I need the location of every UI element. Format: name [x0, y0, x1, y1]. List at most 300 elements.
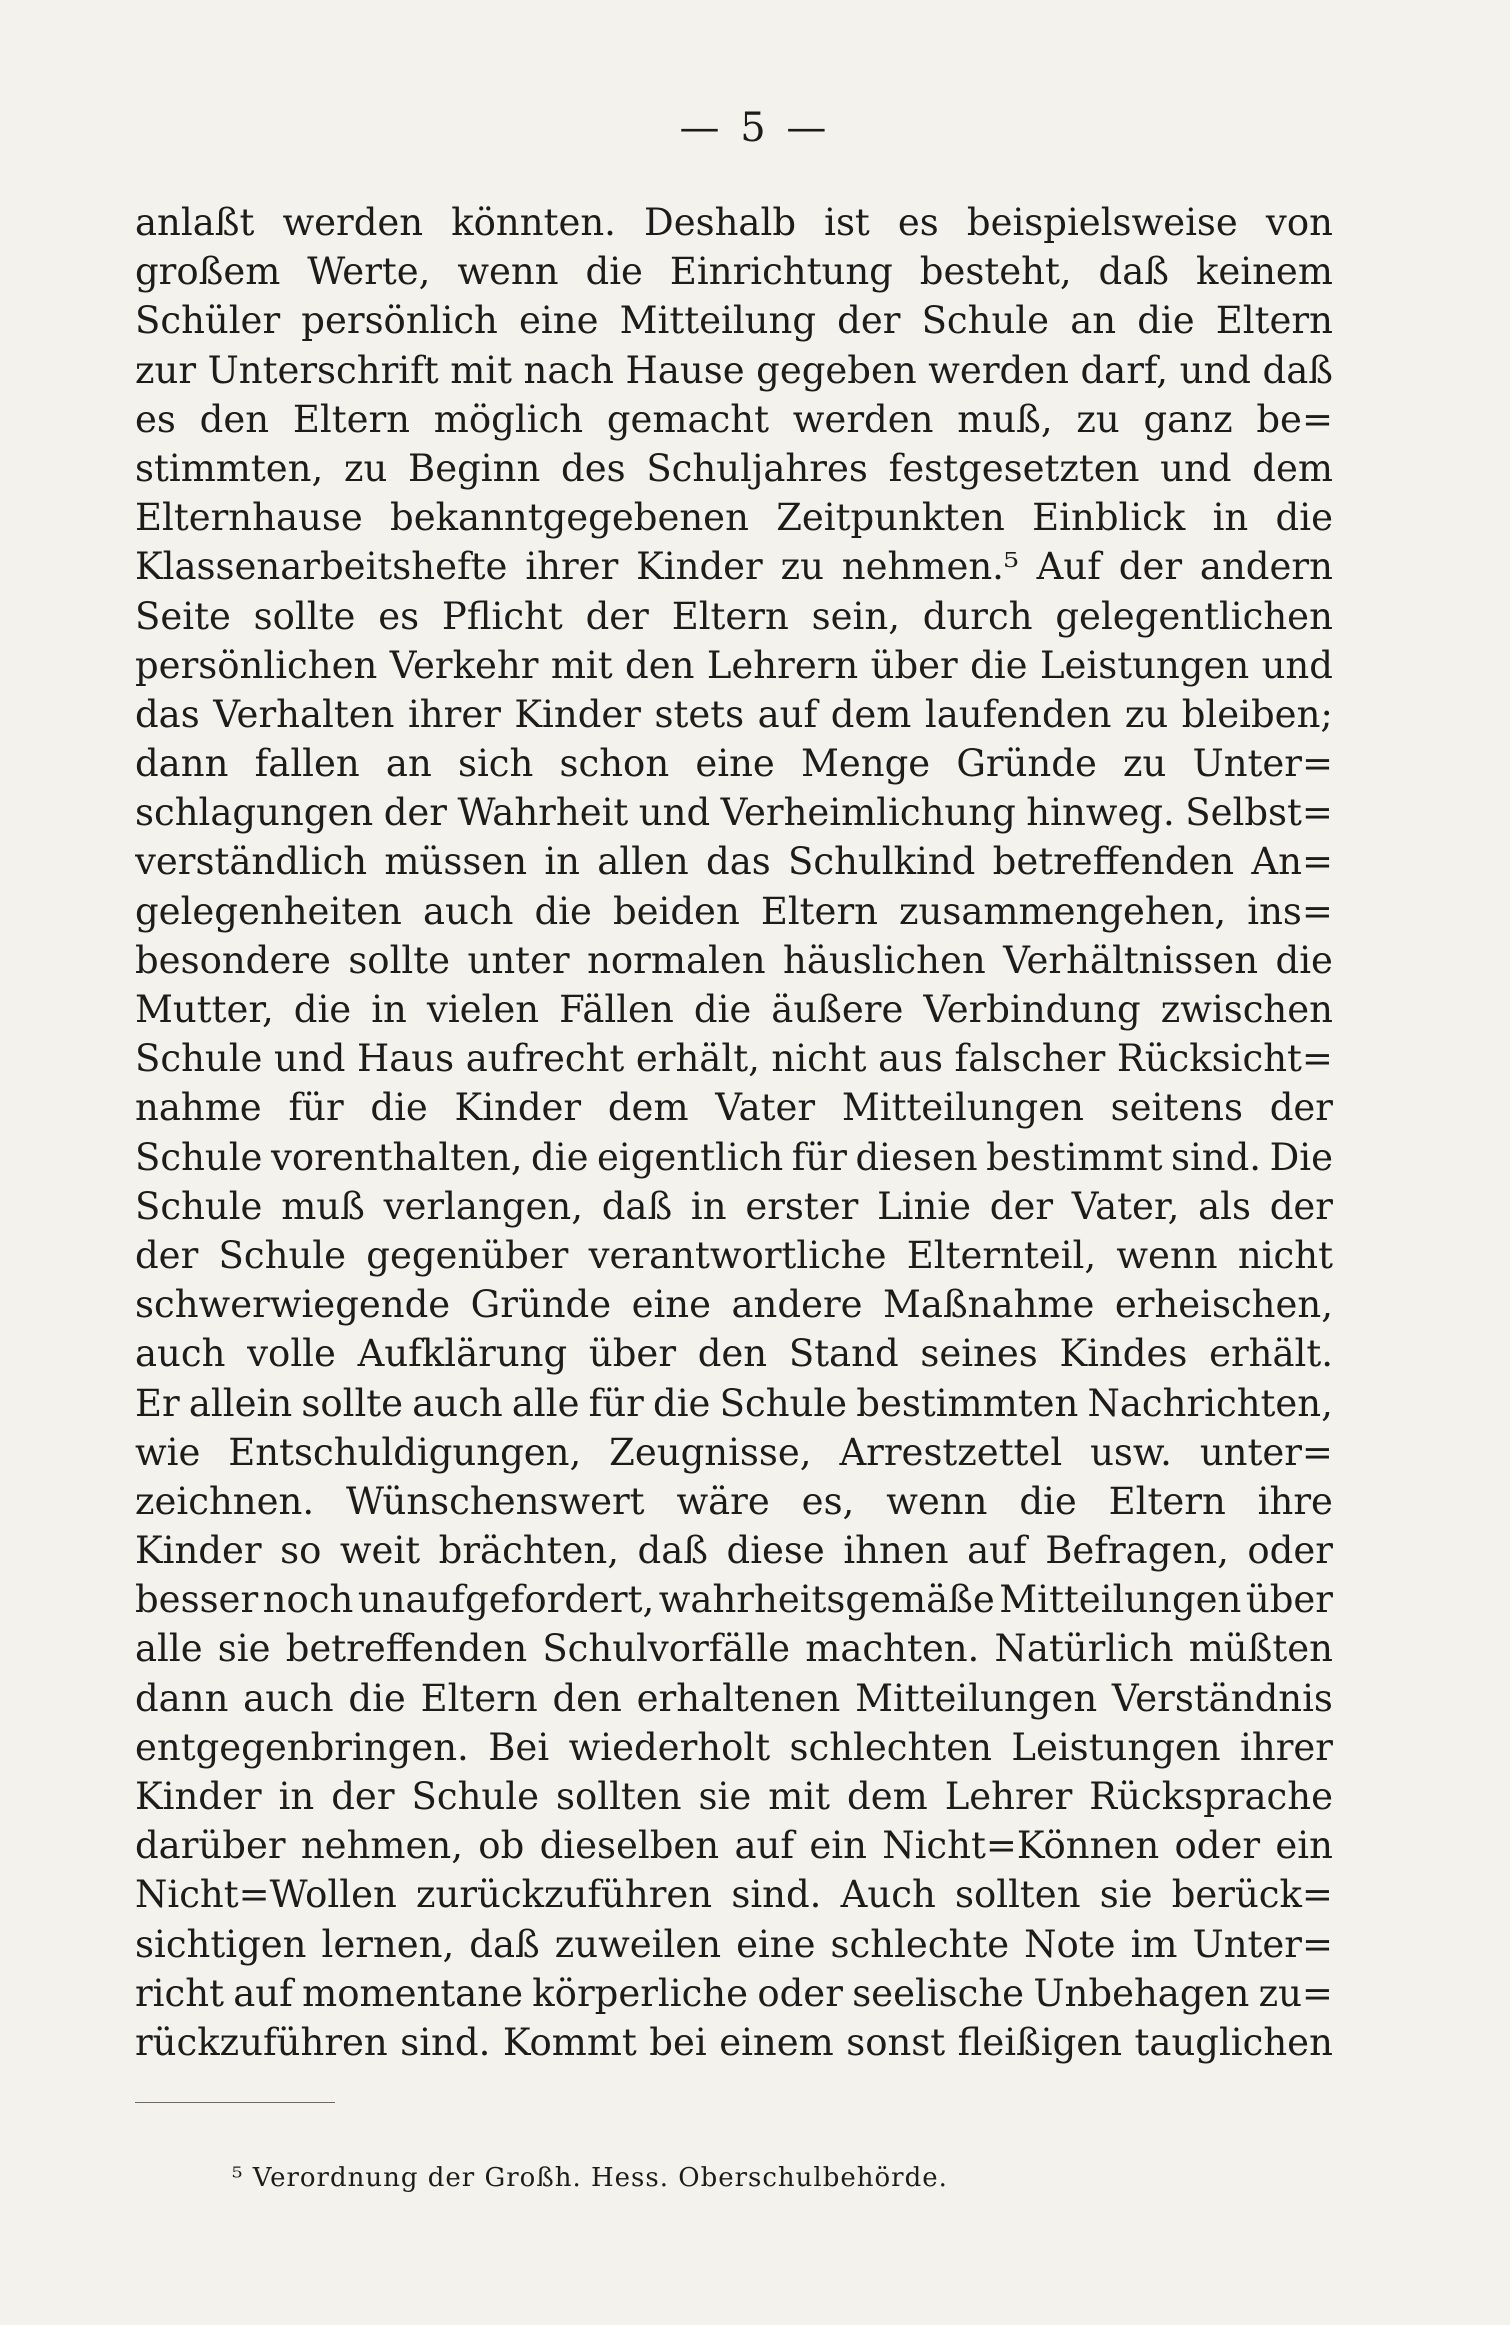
word: daß [469, 1922, 540, 1966]
word: auf [233, 1971, 293, 2015]
word: und [1261, 643, 1333, 687]
word: schlechten [789, 1725, 992, 1769]
word: anlaßt [135, 201, 255, 244]
word: und [274, 1037, 346, 1081]
word: so [280, 1529, 322, 1573]
word: die [348, 1676, 406, 1720]
word: rückzuführen [135, 2020, 388, 2064]
word: über [1245, 1578, 1333, 1622]
word: richt [135, 1971, 224, 2015]
word: volle [247, 1332, 336, 1376]
text-line [135, 1329, 1333, 1378]
word: bei [649, 2020, 707, 2064]
word: werden [792, 397, 934, 441]
word: zurückzuführen [416, 1873, 713, 1917]
word: sollten [955, 1873, 1081, 1917]
word: körperliche [532, 1971, 749, 2015]
word: äußere [771, 988, 904, 1031]
word: Kommt [502, 2020, 637, 2064]
word: Werte, [307, 250, 431, 294]
word: Verheimlichung [720, 791, 1016, 835]
word: Linie [877, 1184, 972, 1228]
text-line [135, 1575, 1333, 1624]
word: seitens [1110, 1086, 1243, 1130]
word: im [1130, 1922, 1178, 1966]
word: Elternteil, [906, 1233, 1097, 1277]
word: Beginn [408, 446, 541, 490]
word: die [1137, 299, 1195, 343]
word: Eltern [1215, 299, 1333, 343]
word: es [897, 201, 939, 244]
word: gemacht [606, 397, 769, 441]
word: zu [1123, 742, 1167, 786]
word: sind. [400, 2020, 491, 2064]
word: Wahrheit [457, 791, 629, 835]
word: auch [412, 1381, 503, 1425]
word: der [331, 1775, 395, 1818]
word: aus [878, 1037, 943, 1081]
word: zu= [1258, 1971, 1333, 2015]
word: über [870, 643, 958, 687]
word: sonst [846, 2020, 946, 2064]
text-line [135, 592, 1333, 641]
word: Schule [921, 299, 1050, 343]
word: darüber [135, 1824, 286, 1868]
word: Befragen, [1045, 1529, 1229, 1573]
word: schon [559, 742, 670, 786]
footnote-divider [135, 2102, 335, 2103]
word: dem [830, 692, 912, 736]
word: auch [135, 1332, 226, 1376]
word: zwischen [1160, 988, 1333, 1031]
word: Kinder [514, 692, 641, 736]
word: auf [757, 692, 818, 736]
word: Mitteilungen [841, 1086, 1084, 1130]
word: Nachrichten, [1087, 1381, 1333, 1425]
word: sollte [348, 938, 451, 982]
text-line [135, 1526, 1333, 1575]
word: sichtigen [135, 1922, 307, 1966]
word: Auch [840, 1873, 936, 1917]
text-line [135, 1477, 1333, 1526]
word: An= [1251, 840, 1333, 884]
word: zusammengehen, [899, 889, 1227, 933]
text-line [135, 1083, 1333, 1132]
word: einem [719, 2020, 834, 2064]
word: festgesetzten [888, 446, 1140, 490]
text-line [135, 198, 1333, 247]
word: machten. [805, 1627, 980, 1671]
word: der [1269, 1086, 1333, 1130]
word: der [135, 1233, 199, 1277]
word: Eltern [420, 1676, 538, 1720]
word: dann [135, 1676, 229, 1720]
word: die [585, 250, 643, 294]
word: auch [243, 1676, 334, 1720]
word: das [135, 692, 200, 736]
word: nicht [771, 1037, 867, 1081]
word: den [625, 643, 695, 687]
word: zu [1076, 397, 1120, 441]
word: sie [698, 1775, 752, 1818]
word: Deshalb [644, 201, 797, 244]
word: dem [607, 1086, 689, 1130]
word: keinem [1195, 250, 1333, 294]
word: auf [967, 1529, 1027, 1573]
word: sollte [301, 1381, 404, 1425]
word: in [371, 988, 407, 1031]
word: Wünschenswert [345, 1479, 645, 1523]
word: zu [780, 545, 824, 589]
word: der [1269, 1184, 1333, 1228]
word: Kinder [636, 545, 763, 589]
word: allen [597, 840, 689, 884]
word: Einrichtung [669, 250, 893, 294]
word: betreffenden [992, 840, 1235, 884]
word: möglich [433, 397, 584, 441]
word: verlangen, [383, 1184, 583, 1228]
word: Verständnis [1111, 1676, 1333, 1720]
word: Einblick [1032, 496, 1186, 540]
word: schlechte [830, 1922, 1010, 1966]
word: die [534, 889, 592, 933]
word: sind. [1170, 1135, 1262, 1179]
word: der [989, 1184, 1054, 1228]
word: tauglichen [1134, 2020, 1333, 2064]
word: persönlich [301, 299, 498, 343]
word: Eltern [1108, 1479, 1226, 1523]
word: andern [1199, 545, 1333, 589]
word: als [1198, 1184, 1251, 1228]
word: häuslichen [783, 938, 986, 982]
word: Elternhause [135, 496, 363, 540]
word: Kinder [454, 1086, 582, 1130]
word: Vater [715, 1086, 816, 1130]
word: Mitteilungen [999, 1578, 1242, 1622]
word: nicht [1237, 1233, 1333, 1277]
word: der [585, 594, 649, 638]
text-line [135, 1674, 1333, 1723]
word: Klassenarbeitshefte [135, 545, 508, 589]
word: bleiben; [1181, 692, 1333, 736]
word: Verkehr [389, 643, 539, 687]
word: alle [135, 1627, 203, 1671]
word: Kindes [1059, 1332, 1188, 1376]
word: könnten. [451, 201, 616, 244]
word: für [288, 1086, 344, 1130]
text-line [135, 739, 1333, 788]
word: ihrer [525, 545, 619, 589]
word: Nicht=Wollen [135, 1873, 397, 1917]
text-line [135, 936, 1333, 985]
word: betreffenden [285, 1627, 528, 1671]
word: verantwortliche [588, 1233, 887, 1277]
text-line [135, 1821, 1333, 1870]
text-line [135, 1280, 1333, 1329]
word: Stand [788, 1332, 899, 1376]
word: besondere [135, 938, 331, 982]
word: muß, [957, 397, 1053, 441]
text-line [135, 690, 1333, 739]
text-line [135, 346, 1333, 395]
word: seelische [852, 1971, 1025, 2015]
word: den [552, 1676, 622, 1720]
word: in [278, 1775, 315, 1818]
word: verständlich [135, 840, 368, 884]
word: Lehrern [706, 643, 859, 687]
word: die [970, 643, 1028, 687]
word: wie [135, 1430, 201, 1474]
word: auch [422, 889, 514, 933]
word: der [383, 791, 447, 835]
word: diese [726, 1529, 825, 1573]
word: aufrecht [465, 1037, 625, 1081]
word: Schulvorfälle [542, 1627, 791, 1671]
word: Arrestzettel [839, 1430, 1063, 1474]
word: eine [519, 299, 599, 343]
word: nehmen, [300, 1824, 463, 1868]
word: wahrheitsgemäße [658, 1578, 995, 1622]
text-line [135, 1870, 1333, 1919]
word: sein, [811, 594, 900, 638]
word: unaufgefordert, [357, 1578, 655, 1622]
word: daß [601, 1184, 673, 1228]
word: die [1275, 938, 1333, 982]
text-line [135, 837, 1333, 886]
word: unter= [1199, 1430, 1333, 1474]
word: Mitteilungen [855, 1676, 1098, 1720]
word: Selbst= [1185, 791, 1333, 835]
text-line [135, 493, 1333, 542]
word: erhält. [1209, 1332, 1333, 1376]
word: werden [928, 348, 1069, 392]
word: Schuljahres [646, 446, 868, 490]
word: sollte [253, 594, 356, 638]
text-line [135, 1231, 1333, 1280]
word: muß [281, 1184, 365, 1228]
word: seines [920, 1332, 1038, 1376]
word: Unterschrift [207, 348, 439, 392]
word: momentane [302, 1971, 523, 2015]
word: unter [467, 938, 570, 982]
word: hinweg. [1026, 791, 1175, 835]
word: gegenüber [366, 1233, 569, 1277]
word: ganz [1143, 397, 1233, 441]
word: durch [922, 594, 1033, 638]
word: Rücksicht= [1116, 1037, 1333, 1081]
word: oder [1174, 1824, 1261, 1868]
word: Kinder [135, 1775, 262, 1818]
word: Nicht=Können [882, 1824, 1160, 1868]
word: darf, [1080, 348, 1169, 392]
word: der [837, 299, 901, 343]
word: Schule [411, 1775, 539, 1818]
word: stets [654, 692, 745, 736]
word: stimmten, [135, 446, 324, 490]
word: Er [135, 1381, 180, 1425]
word: vielen [426, 988, 540, 1031]
word: gelegenheiten [135, 889, 402, 933]
word: Verhalten [213, 692, 395, 736]
word: erster [745, 1184, 859, 1228]
word: nahme [135, 1086, 262, 1130]
word: sich [457, 742, 534, 786]
word: falscher [954, 1037, 1106, 1081]
word: ein [1275, 1824, 1333, 1868]
word: Leistungen [1039, 643, 1250, 687]
word: laufenden [924, 692, 1112, 736]
word: den [199, 397, 270, 441]
word: des [561, 446, 626, 490]
word: erhält, [635, 1037, 760, 1081]
word: Vater, [1071, 1184, 1180, 1228]
word: schlagungen [135, 791, 374, 835]
text-line [135, 247, 1333, 296]
word: über [588, 1332, 677, 1376]
word: fleißigen [957, 2020, 1123, 2064]
word: bestimmten [856, 1381, 1079, 1425]
word: ihre [1257, 1479, 1333, 1523]
word: Bei [488, 1725, 550, 1769]
word: dieselben [539, 1824, 720, 1868]
footnote: ⁵ Verordnung der Großh. Hess. Oberschulbehörde. [232, 2163, 948, 2193]
word: usw. [1090, 1430, 1172, 1474]
text-line [135, 444, 1333, 493]
word: sind. [731, 1873, 822, 1917]
word: Entschuldigungen, [228, 1430, 582, 1474]
word: gegeben [756, 348, 917, 392]
word: beiden [612, 889, 740, 933]
word: eine [695, 742, 775, 786]
word: eine [736, 1922, 816, 1966]
word: ob [478, 1824, 525, 1868]
word: müssen [384, 840, 528, 884]
word: Schule [719, 1381, 848, 1425]
text-line [135, 395, 1333, 444]
word: an [1070, 299, 1117, 343]
word: daß [1262, 348, 1333, 392]
word: wenn [457, 250, 559, 294]
word: und [1160, 446, 1232, 490]
word: Note [1024, 1922, 1116, 1966]
word: ihnen [843, 1529, 949, 1573]
word: vorenthalten, [270, 1135, 523, 1179]
text-line [135, 2018, 1333, 2067]
word: daß [637, 1529, 708, 1573]
word: die [370, 1086, 428, 1130]
word: zuweilen [554, 1922, 722, 1966]
word: Zeitpunkten [776, 496, 1005, 540]
word: es, [801, 1479, 855, 1523]
word: normalen [587, 938, 766, 982]
word: auf [734, 1824, 795, 1868]
word: entgegenbringen. [135, 1725, 469, 1769]
word: Zeugnisse, [609, 1430, 812, 1474]
word: mit [550, 643, 613, 687]
word: die [531, 1135, 589, 1179]
word: eine [631, 1283, 712, 1327]
word: wäre [676, 1479, 770, 1523]
word: gelegentlichen [1055, 594, 1333, 638]
word: für [791, 1135, 847, 1179]
word: ihrer [407, 692, 501, 736]
word: Schule [218, 1233, 347, 1277]
word: zur [135, 348, 197, 392]
word: be= [1256, 397, 1333, 441]
word: ein [809, 1824, 867, 1868]
word: mit [768, 1775, 831, 1818]
text-line [135, 1379, 1333, 1428]
word: wiederholt [568, 1725, 771, 1769]
word: schwerwiegende [135, 1283, 451, 1327]
word: Kinder [135, 1529, 262, 1573]
word: beispielsweise [966, 201, 1238, 244]
word: Schule [135, 1135, 263, 1179]
body-text [135, 198, 1333, 2067]
text-line [135, 1182, 1333, 1231]
word: bestimmt [986, 1135, 1163, 1179]
word: Mutter, [135, 988, 274, 1031]
word: Schüler [135, 299, 281, 343]
word: sie [217, 1627, 271, 1671]
text-line [135, 788, 1333, 837]
word: Pflicht [441, 594, 563, 638]
word: ins= [1247, 889, 1333, 933]
word: und [638, 791, 711, 835]
word: es [378, 594, 420, 638]
word: in [544, 840, 580, 884]
word: eigentlich [596, 1135, 784, 1179]
text-line [135, 887, 1333, 936]
word: Menge [800, 742, 931, 786]
word: Unbehagen [1033, 1971, 1250, 2015]
text-line [135, 1920, 1333, 1969]
word: Die [1269, 1135, 1333, 1179]
word: Leistungen [1011, 1725, 1221, 1769]
text-line [135, 1133, 1333, 1182]
word: fallen [254, 742, 360, 786]
word: die [653, 1381, 711, 1425]
word: mit [450, 348, 512, 392]
word: Seite [135, 594, 231, 638]
word: erheischen, [1114, 1283, 1333, 1327]
word: nach [523, 348, 614, 392]
word: der [1118, 545, 1183, 589]
text-line [135, 641, 1333, 690]
word: berück= [1171, 1873, 1333, 1917]
word: Unter= [1192, 1922, 1333, 1966]
word: zu [343, 446, 388, 490]
word: dem [1252, 446, 1333, 490]
word: in [690, 1184, 727, 1228]
word: Eltern [671, 594, 789, 638]
word: Eltern [760, 889, 878, 933]
word: Verhältnissen [1003, 938, 1259, 982]
word: erhaltenen [636, 1676, 841, 1720]
word: daß [1098, 250, 1169, 294]
word: Verbindung [923, 988, 1141, 1031]
word: nehmen.⁵ [841, 545, 1019, 589]
word: Haus [356, 1037, 455, 1081]
word: und [1179, 348, 1251, 392]
word: für [588, 1381, 644, 1425]
word: an [385, 742, 432, 786]
word: Schule [135, 1184, 263, 1228]
text-line [135, 1723, 1333, 1772]
word: dem [847, 1775, 928, 1818]
word: Rücksprache [1089, 1775, 1333, 1818]
word: Fällen [559, 988, 674, 1031]
